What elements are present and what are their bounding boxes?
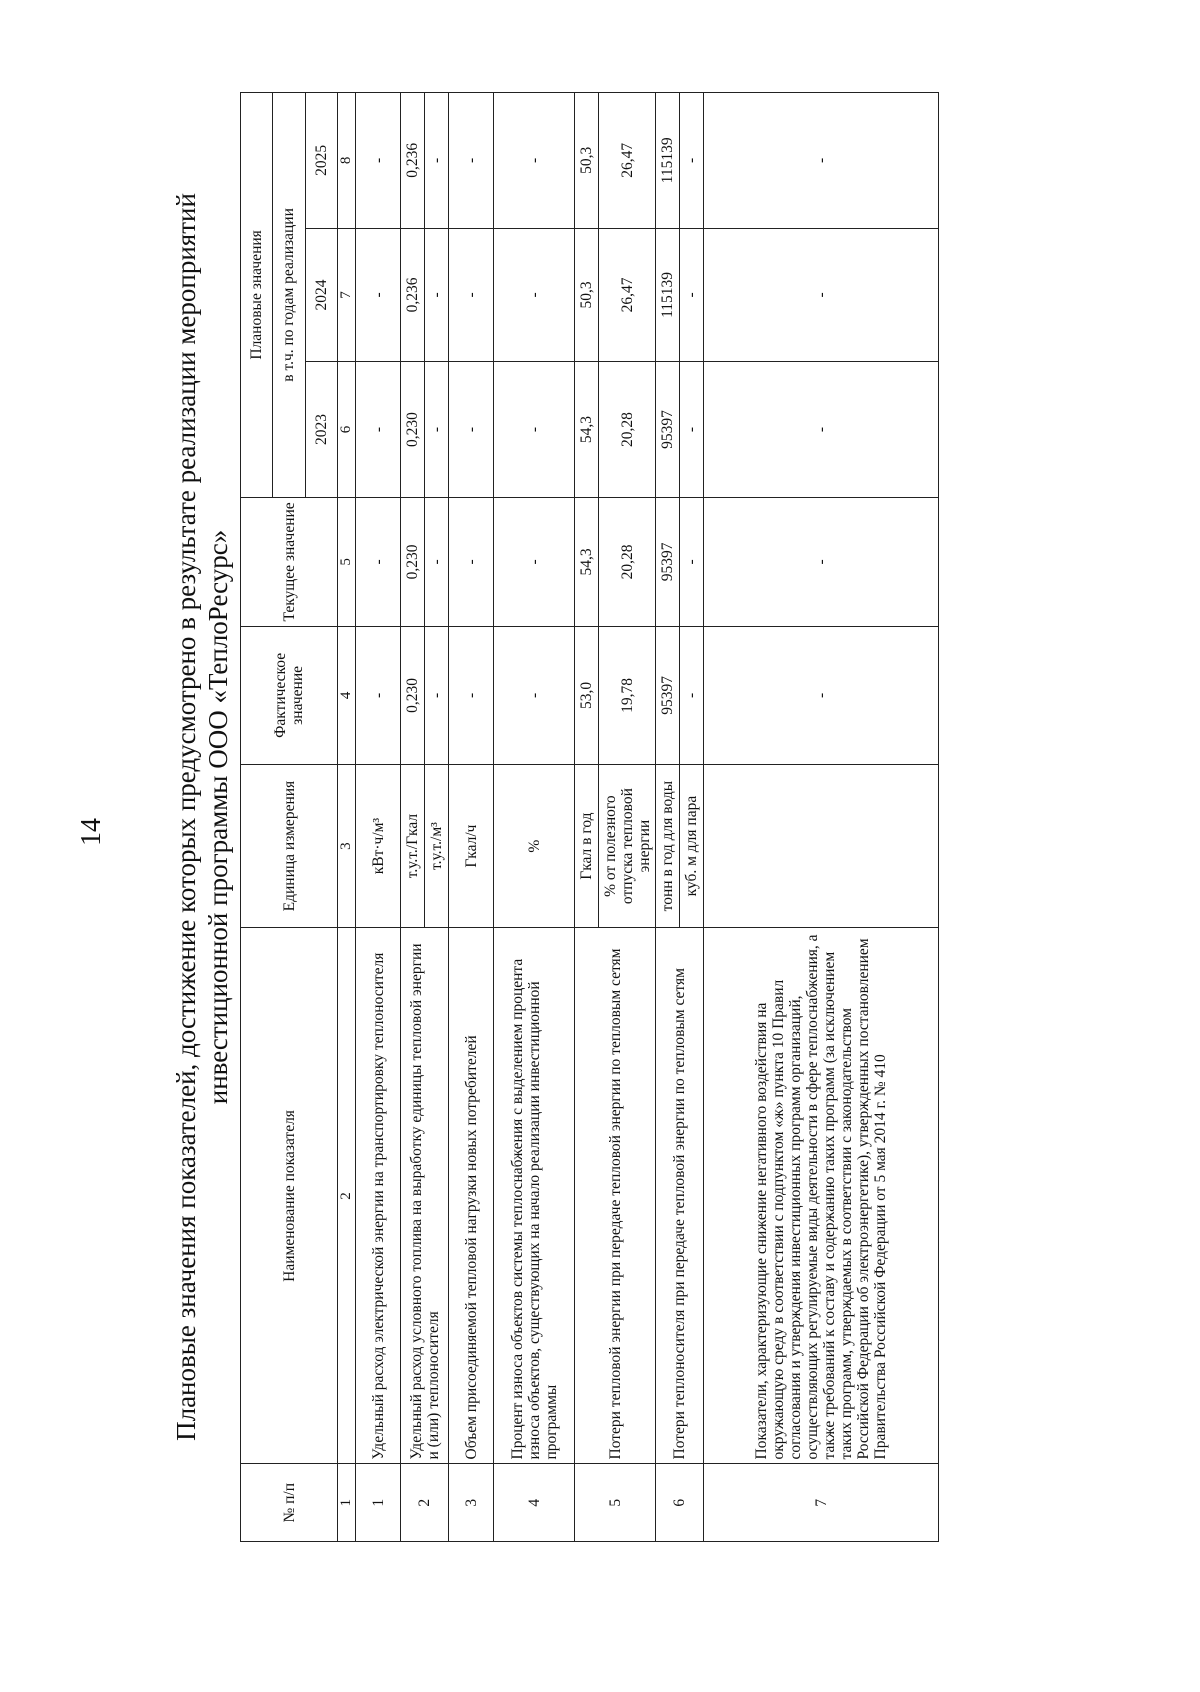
header-year-2024: 2024	[305, 228, 337, 361]
value-2024: -	[449, 228, 494, 361]
value-2024: -	[356, 228, 401, 361]
value-2024: -	[494, 228, 575, 361]
rotated-document	[170, 92, 1170, 1542]
current-value: 20,28	[599, 497, 656, 626]
indicator-name: Процент износа объектов системы теплоснабжения с выделением процента износа объектов, существующих на начало реализации инвестиционной программы	[494, 928, 575, 1464]
value-2024: 115139	[656, 228, 680, 361]
value-2024: -	[704, 228, 939, 361]
value-2025: -	[704, 93, 939, 229]
value-2024: 50,3	[575, 228, 599, 361]
current-value: -	[449, 497, 494, 626]
unit-cell: Гкал/ч	[449, 764, 494, 928]
header-row-1	[241, 93, 273, 1542]
document-title	[170, 92, 234, 1542]
table-row	[656, 93, 680, 1542]
actual-value: 19,78	[599, 627, 656, 765]
unit-cell: т.у.т./м³	[425, 764, 449, 928]
actual-value: 95397	[656, 627, 680, 765]
indicator-name: Потери теплоносителя при передаче тепловой энергии по тепловым сетям	[656, 928, 704, 1464]
unit-cell: кВт·ч/м³	[356, 764, 401, 928]
value-2024: 0,236	[401, 228, 425, 361]
unit-cell: т.у.т./Гкал	[401, 764, 425, 928]
actual-value: 53,0	[575, 627, 599, 765]
value-2023: -	[425, 362, 449, 498]
unit-cell: тонн в год для воды	[656, 764, 680, 928]
current-value: -	[680, 497, 704, 626]
header-name: Наименование показателя	[241, 928, 338, 1464]
row-number: 3	[449, 1464, 494, 1542]
actual-value: -	[494, 627, 575, 765]
row-number: 2	[401, 1464, 449, 1542]
column-number: 6	[338, 362, 356, 498]
value-2023: 20,28	[599, 362, 656, 498]
value-2024: -	[425, 228, 449, 361]
value-2023: -	[356, 362, 401, 498]
column-number-row	[338, 93, 356, 1542]
indicator-name: Удельный расход условного топлива на выработку единицы тепловой энергии и (или) теплоносителя	[401, 928, 449, 1464]
value-2025: 26,47	[599, 93, 656, 229]
row-number: 1	[356, 1464, 401, 1542]
value-2025: 115139	[656, 93, 680, 229]
value-2025: -	[356, 93, 401, 229]
title-line-2: инвестиционной программы ООО «ТеплоРесурс»	[203, 529, 233, 1105]
column-number: 5	[338, 497, 356, 626]
header-by-years: в т.ч. по годам реализации	[273, 93, 305, 498]
table-row	[401, 93, 425, 1542]
value-2023: 0,230	[401, 362, 425, 498]
table-row	[575, 93, 599, 1542]
actual-value: -	[425, 627, 449, 765]
page-number: 14	[76, 818, 107, 846]
header-num: № п/п	[241, 1464, 338, 1542]
current-value: 0,230	[401, 497, 425, 626]
header-current: Текущее значение	[241, 497, 338, 626]
value-2025: -	[494, 93, 575, 229]
indicator-name: Удельный расход электрической энергии на транспортировку теплоносителя	[356, 928, 401, 1464]
current-value: 54,3	[575, 497, 599, 626]
current-value: -	[356, 497, 401, 626]
indicator-name: Объем присоединяемой тепловой нагрузки новых потребителей	[449, 928, 494, 1464]
column-number: 4	[338, 627, 356, 765]
value-2024: 26,47	[599, 228, 656, 361]
title-line-1: Плановые значения показателей, достижение которых предусмотрено в результате реализации мероприятий	[171, 193, 201, 1441]
header-actual: Фактическое значение	[241, 627, 338, 765]
value-2025: 50,3	[575, 93, 599, 229]
unit-cell: %	[494, 764, 575, 928]
value-2023: -	[449, 362, 494, 498]
indicator-name: Показатели, характеризующие снижение негативного воздействия на окружающую среду в соответствии с подпунктом «ж» пункта 10 Правил согласования и утверждения инвестиционных программ организаций, осуществляющих регулируемые виды деятельности в сфере теплоснабжения, а также требований к составу и содержанию таких программ (за исключением таких программ, утверждаемых в соответствии с законодательством Российской Федерации об электроэнергетике), утвержденных постановлением Правительства Российской Федерации от 5 мая 2014 г. № 410	[704, 928, 939, 1464]
table-row	[494, 93, 575, 1542]
actual-value: -	[449, 627, 494, 765]
actual-value: -	[356, 627, 401, 765]
value-2025: -	[680, 93, 704, 229]
header-planned: Плановые значения	[241, 93, 273, 498]
unit-cell: куб. м для пара	[680, 764, 704, 928]
current-value: -	[494, 497, 575, 626]
column-number: 3	[338, 764, 356, 928]
table-row	[704, 93, 939, 1542]
table-row	[356, 93, 401, 1542]
actual-value: -	[680, 627, 704, 765]
value-2023: -	[494, 362, 575, 498]
column-number: 8	[338, 93, 356, 229]
column-number: 2	[338, 928, 356, 1464]
row-number: 4	[494, 1464, 575, 1542]
header-year-2023: 2023	[305, 362, 337, 498]
current-value: 95397	[656, 497, 680, 626]
indicator-name: Потери тепловой энергии при передаче тепловой энергии по тепловым сетям	[575, 928, 656, 1464]
actual-value: 0,230	[401, 627, 425, 765]
value-2024: -	[680, 228, 704, 361]
value-2025: -	[425, 93, 449, 229]
row-number: 6	[656, 1464, 704, 1542]
column-number: 7	[338, 228, 356, 361]
row-number: 7	[704, 1464, 939, 1542]
value-2025: 0,236	[401, 93, 425, 229]
unit-cell	[704, 764, 939, 928]
value-2023: -	[680, 362, 704, 498]
value-2025: -	[449, 93, 494, 229]
actual-value: -	[704, 627, 939, 765]
unit-cell: Гкал в год	[575, 764, 599, 928]
indicators-table	[240, 92, 939, 1542]
header-year-2025: 2025	[305, 93, 337, 229]
value-2023: 95397	[656, 362, 680, 498]
value-2023: 54,3	[575, 362, 599, 498]
value-2023: -	[704, 362, 939, 498]
table-row	[449, 93, 494, 1542]
unit-cell: % от полезного отпуска тепловой энергии	[599, 764, 656, 928]
header-unit: Единица измерения	[241, 764, 338, 928]
current-value: -	[425, 497, 449, 626]
column-number: 1	[338, 1464, 356, 1542]
current-value: -	[704, 497, 939, 626]
row-number: 5	[575, 1464, 656, 1542]
